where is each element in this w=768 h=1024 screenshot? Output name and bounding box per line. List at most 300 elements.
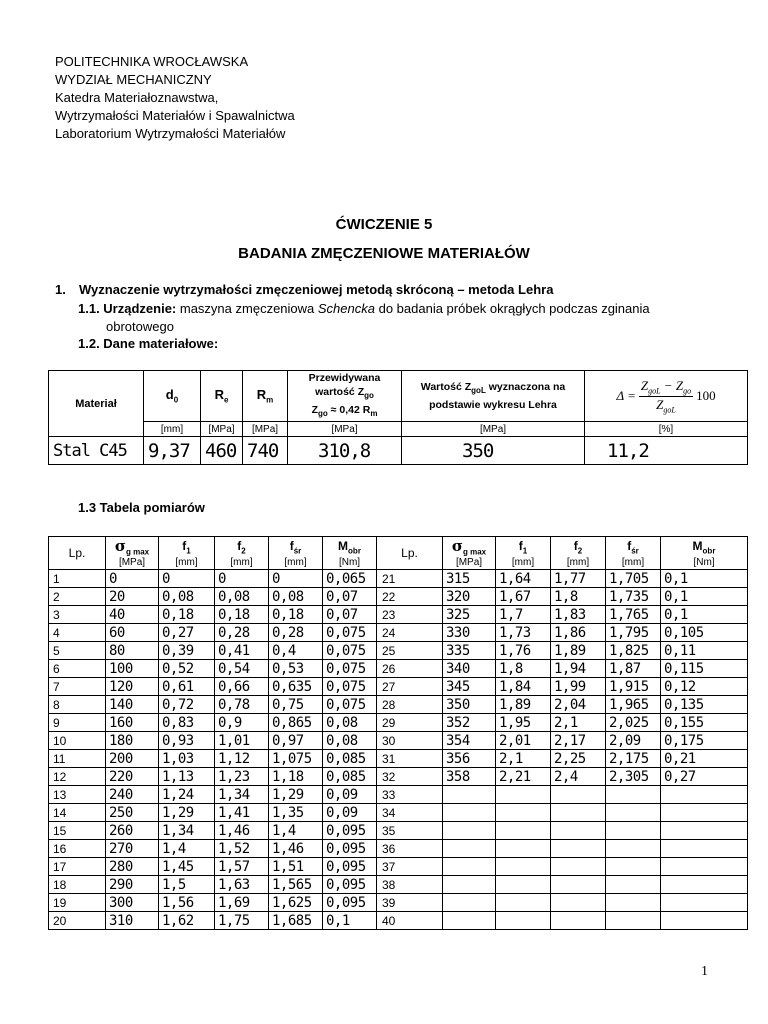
table-cell: 0 [159,570,215,588]
row-number: 21 [377,570,443,588]
table-cell: 120 [106,678,159,696]
table-cell: 1,685 [269,912,323,930]
unit-cell: [Nm] [323,556,377,570]
row-number: 15 [49,822,106,840]
unit-cell: [mm] [159,556,215,570]
table-cell [606,822,661,840]
table-row [49,858,748,876]
table-cell [606,894,661,912]
table-cell: 0,66 [215,678,269,696]
table-row [49,660,748,678]
exercise-subject: BADANIA ZMĘCZENIOWE MATERIAŁÓW [238,245,530,262]
table-cell: 160 [106,714,159,732]
table-cell: 80 [106,642,159,660]
row-number: 22 [377,588,443,606]
device-text-b: do badania próbek okrągłych podczas zginania [374,301,650,316]
table-cell: 0,075 [323,642,377,660]
row-number: 26 [377,660,443,678]
table-cell: 1,51 [269,858,323,876]
table-row [49,606,748,624]
row-number: 2 [49,588,106,606]
delta-formula: Δ = $\frac{Z_{goL} - Z_{go}}{Z_{goL}}$ 100 [616,378,716,415]
table-cell: 1,4 [269,822,323,840]
table-cell: 0,21 [661,750,748,768]
table-cell: 0,18 [215,606,269,624]
table-cell: 1,7 [496,606,551,624]
col-material-header: Materiał [49,371,144,437]
table-cell [551,858,606,876]
table-cell: 290 [106,876,159,894]
header-line: Laboratorium Wytrzymałości Materiałów [55,126,286,141]
material-data-table [48,370,748,465]
table-row [49,840,748,858]
table-row [49,912,748,930]
table-cell: 2,1 [551,714,606,732]
unit-cell: [MPa] [201,422,243,437]
measurement-table [48,536,748,930]
section-1-heading [55,282,553,297]
table-cell: 315 [443,570,496,588]
table-row [49,696,748,714]
table-cell: 1,34 [159,822,215,840]
table-cell [661,912,748,930]
table-cell [551,840,606,858]
table-cell [496,876,551,894]
table-cell: 0,4 [269,642,323,660]
table-cell [496,804,551,822]
table-cell [661,786,748,804]
table-cell [661,858,748,876]
table-cell [661,876,748,894]
table-cell [551,786,606,804]
table-cell: 1,795 [606,624,661,642]
table-cell: 1,57 [215,858,269,876]
section-title: Wyznaczenie wytrzymałości zmęczeniowej metodą skróconą – metoda Lehra [79,282,554,297]
table-row [49,642,748,660]
table-row [49,768,748,786]
table-cell: 0,54 [215,660,269,678]
table-row [49,876,748,894]
row-number: 5 [49,642,106,660]
row-number: 37 [377,858,443,876]
table-cell: 335 [443,642,496,660]
table-row [49,714,748,732]
table-cell: 0 [215,570,269,588]
table-cell: 1,67 [496,588,551,606]
col-zgol-header: Wartość $Z_{goL}$ wyznaczona na podstawie wykresu Lehra [402,371,585,422]
table-cell [606,912,661,930]
col-f2-header: $f_2$ [215,537,269,557]
table-row [49,588,748,606]
table-row [49,822,748,840]
row-number: 8 [49,696,106,714]
table-cell [551,912,606,930]
table-cell: 0,155 [661,714,748,732]
table-cell [661,804,748,822]
value-rm: 740 [243,437,288,465]
table-cell: 0,135 [661,696,748,714]
table-cell: 2,21 [496,768,551,786]
row-number: 31 [377,750,443,768]
table-cell [551,876,606,894]
table-cell: 1,75 [215,912,269,930]
table-cell: 1,73 [496,624,551,642]
table-cell [496,822,551,840]
header-line: WYDZIAŁ MECHANICZNY [55,72,212,87]
device-machine: Schencka [317,301,375,316]
unit-cell: [mm] [606,556,661,570]
table-cell: 1,41 [215,804,269,822]
table-cell: 1,625 [269,894,323,912]
table-cell: 1,825 [606,642,661,660]
col-mobr-header-right: $M_{obr}$ [661,537,748,557]
table-cell: 0,08 [323,714,377,732]
table-cell: 0,28 [269,624,323,642]
section-1-2: 1.2. Dane materiałowe: [78,336,219,351]
value-delta: 11,2 [585,437,748,465]
table-cell: 1,13 [159,768,215,786]
row-number: 3 [49,606,106,624]
row-number: 9 [49,714,106,732]
table-cell: 1,87 [606,660,661,678]
row-number: 20 [49,912,106,930]
table-cell: 310 [106,912,159,930]
row-number: 19 [49,894,106,912]
value-re: 460 [201,437,243,465]
table-cell: 0,865 [269,714,323,732]
table-cell [443,876,496,894]
value-d0: 9,37 [144,437,201,465]
unit-cell: [mm] [496,556,551,570]
col-re-header: $R_e$ [201,371,243,422]
table-cell: 1,29 [159,804,215,822]
table-cell: 0,09 [323,786,377,804]
table-row [49,732,748,750]
table-cell: 0,9 [215,714,269,732]
table-cell: 1,89 [496,696,551,714]
unit-cell: [mm] [215,556,269,570]
table-cell: 2,01 [496,732,551,750]
header-line: POLITECHNIKA WROCŁAWSKA [55,54,249,69]
table-row [49,678,748,696]
table-cell: 1,565 [269,876,323,894]
table-cell: 0,095 [323,822,377,840]
table-cell: 1,18 [269,768,323,786]
table-cell: 0,93 [159,732,215,750]
device-label: 1.1. Urządzenie: [78,301,177,316]
table-cell: 1,64 [496,570,551,588]
table-cell: 1,77 [551,570,606,588]
row-number: 34 [377,804,443,822]
table-cell: 1,8 [496,660,551,678]
table-cell: 1,01 [215,732,269,750]
table-cell [496,858,551,876]
table-cell: 0,075 [323,696,377,714]
table-cell: 0,18 [159,606,215,624]
col-zgo-header: Przewidywana wartość $Z_{go}$ $Z_{go} \approx 0,42$ $R_m$ [288,371,402,422]
table-cell [606,786,661,804]
table-cell: 270 [106,840,159,858]
table-cell [661,894,748,912]
table-cell: 356 [443,750,496,768]
table-cell [443,786,496,804]
table-cell: 0,61 [159,678,215,696]
col-lp-header-right: Lp. [377,537,443,570]
table-cell [551,822,606,840]
table-cell: 0,75 [269,696,323,714]
table-row [49,894,748,912]
row-number: 16 [49,840,106,858]
table-cell: 1,95 [496,714,551,732]
table-cell [496,894,551,912]
table-cell: 2,09 [606,732,661,750]
row-number: 7 [49,678,106,696]
table-cell: 1,29 [269,786,323,804]
table-cell: 0,635 [269,678,323,696]
table-cell [443,822,496,840]
table-cell: 320 [443,588,496,606]
table-cell: 1,965 [606,696,661,714]
table-cell: 2,4 [551,768,606,786]
row-number: 25 [377,642,443,660]
col-fsr-header: $f_{śr}$ [269,537,323,557]
table-cell: 0,27 [159,624,215,642]
row-number: 23 [377,606,443,624]
table-cell: 60 [106,624,159,642]
col-delta-header [585,371,748,422]
table-cell: 0 [106,570,159,588]
value-zgo: 310,8 [288,437,402,465]
exercise-title: ĆWICZENIE 5 [335,216,433,233]
table-cell: 0,08 [159,588,215,606]
table-cell: 1,46 [215,822,269,840]
table-cell: 1,84 [496,678,551,696]
table-cell: 2,025 [606,714,661,732]
table-cell: 2,305 [606,768,661,786]
row-number: 32 [377,768,443,786]
row-number: 14 [49,804,106,822]
row-number: 11 [49,750,106,768]
table-cell: 2,17 [551,732,606,750]
table-cell: 325 [443,606,496,624]
table-cell: 1,705 [606,570,661,588]
row-number: 40 [377,912,443,930]
table-cell: 0,72 [159,696,215,714]
table-cell [606,858,661,876]
col-mobr-header: $M_{obr}$ [323,537,377,557]
table-cell: 0,07 [323,588,377,606]
device-text-a: maszyna zmęczeniowa [176,301,318,316]
row-number: 6 [49,660,106,678]
table-cell [661,840,748,858]
row-number: 10 [49,732,106,750]
table-cell: 280 [106,858,159,876]
table-cell: 352 [443,714,496,732]
table-cell: 100 [106,660,159,678]
table-cell: 0,065 [323,570,377,588]
table-cell: 0,075 [323,660,377,678]
table-cell: 1,62 [159,912,215,930]
table-cell: 0,08 [269,588,323,606]
page-number: 1 [701,964,708,979]
table-cell: 0,1 [661,570,748,588]
device-text-c: obrotowego [106,319,174,334]
table-cell: 340 [443,660,496,678]
table-cell [496,840,551,858]
col-sigma-header-right: $\sigma_{g max}$ [443,537,496,557]
table-cell: 0,085 [323,768,377,786]
table-cell: 1,23 [215,768,269,786]
table-cell: 2,175 [606,750,661,768]
table-cell: 1,4 [159,840,215,858]
col-f1-header-right: $f_1$ [496,537,551,557]
table-cell: 1,83 [551,606,606,624]
table-cell: 1,34 [215,786,269,804]
table-cell: 345 [443,678,496,696]
table-cell [606,876,661,894]
table-cell [606,840,661,858]
table-cell: 0,08 [323,732,377,750]
row-number: 28 [377,696,443,714]
table-cell: 1,89 [551,642,606,660]
col-d0-header: $d_0$ [144,371,201,422]
unit-cell: [Nm] [661,556,748,570]
row-number: 30 [377,732,443,750]
table-cell: 1,69 [215,894,269,912]
table-cell: 220 [106,768,159,786]
table-cell: 1,35 [269,804,323,822]
table-cell: 1,12 [215,750,269,768]
table-cell: 0,1 [661,588,748,606]
unit-cell: [MPa] [106,556,159,570]
table-cell: 1,46 [269,840,323,858]
table-cell: 0,78 [215,696,269,714]
table-row [49,570,748,588]
unit-cell: [MPa] [243,422,288,437]
header-line: Katedra Materiałoznawstwa, [55,90,219,105]
col-rm-header: $R_m$ [243,371,288,422]
table-cell: 0,27 [661,768,748,786]
row-number: 29 [377,714,443,732]
table-cell [443,804,496,822]
value-material: Stal C45 [49,437,144,465]
table-cell: 0,83 [159,714,215,732]
table-cell: 330 [443,624,496,642]
table-cell: 1,86 [551,624,606,642]
table-cell: 0,18 [269,606,323,624]
table-cell: 0,09 [323,804,377,822]
table-cell: 0,1 [323,912,377,930]
table-cell: 0,12 [661,678,748,696]
table-cell [661,822,748,840]
row-number: 35 [377,822,443,840]
table-cell [551,894,606,912]
table-cell: 0,08 [215,588,269,606]
row-number: 24 [377,624,443,642]
table-cell [496,786,551,804]
table-cell: 1,8 [551,588,606,606]
table-cell: 1,52 [215,840,269,858]
section-number: 1. [55,282,66,297]
table-cell: 0,52 [159,660,215,678]
table-cell: 1,765 [606,606,661,624]
col-fsr-header-right: $f_{śr}$ [606,537,661,557]
table-cell: 0,115 [661,660,748,678]
row-number: 1 [49,570,106,588]
table-cell: 0 [269,570,323,588]
table-cell: 0,075 [323,624,377,642]
table-cell: 358 [443,768,496,786]
table-row [49,786,748,804]
table-cell: 240 [106,786,159,804]
row-number: 12 [49,768,106,786]
table-cell: 1,45 [159,858,215,876]
table-cell: 0,085 [323,750,377,768]
header-line: Wytrzymałości Materiałów i Spawalnictwa [55,108,295,123]
table-cell: 0,175 [661,732,748,750]
table-cell: 1,56 [159,894,215,912]
table-cell: 0,1 [661,606,748,624]
table-cell: 1,735 [606,588,661,606]
table-cell: 350 [443,696,496,714]
table-cell: 0,095 [323,840,377,858]
table-cell: 0,53 [269,660,323,678]
table-row [49,804,748,822]
institution-header [55,53,295,143]
unit-cell: [mm] [551,556,606,570]
row-number: 33 [377,786,443,804]
section-1-1 [78,300,718,336]
col-sigma-header: $\sigma_{g max}$ [106,537,159,557]
table-cell: 0,095 [323,894,377,912]
table-cell: 1,24 [159,786,215,804]
table-row [49,750,748,768]
unit-cell: [MPa] [402,422,585,437]
value-zgol: 350 [402,437,585,465]
table-row [49,624,748,642]
table-cell [606,804,661,822]
table-cell: 1,075 [269,750,323,768]
table-cell: 1,5 [159,876,215,894]
table-cell: 250 [106,804,159,822]
unit-cell: [MPa] [443,556,496,570]
table-cell: 20 [106,588,159,606]
row-number: 38 [377,876,443,894]
table-cell: 260 [106,822,159,840]
table-cell: 1,915 [606,678,661,696]
table-cell [443,894,496,912]
table-cell: 1,03 [159,750,215,768]
table-cell: 180 [106,732,159,750]
row-number: 39 [377,894,443,912]
table-cell: 0,095 [323,876,377,894]
table-cell [443,858,496,876]
section-1-3: 1.3 Tabela pomiarów [78,500,205,515]
row-number: 4 [49,624,106,642]
row-number: 18 [49,876,106,894]
table-cell: 300 [106,894,159,912]
row-number: 36 [377,840,443,858]
table-cell: 1,99 [551,678,606,696]
table-cell: 40 [106,606,159,624]
row-number: 27 [377,678,443,696]
table-cell: 1,94 [551,660,606,678]
col-f1-header: $f_1$ [159,537,215,557]
row-number: 17 [49,858,106,876]
table-cell: 140 [106,696,159,714]
table-cell: 0,28 [215,624,269,642]
table-cell [443,912,496,930]
